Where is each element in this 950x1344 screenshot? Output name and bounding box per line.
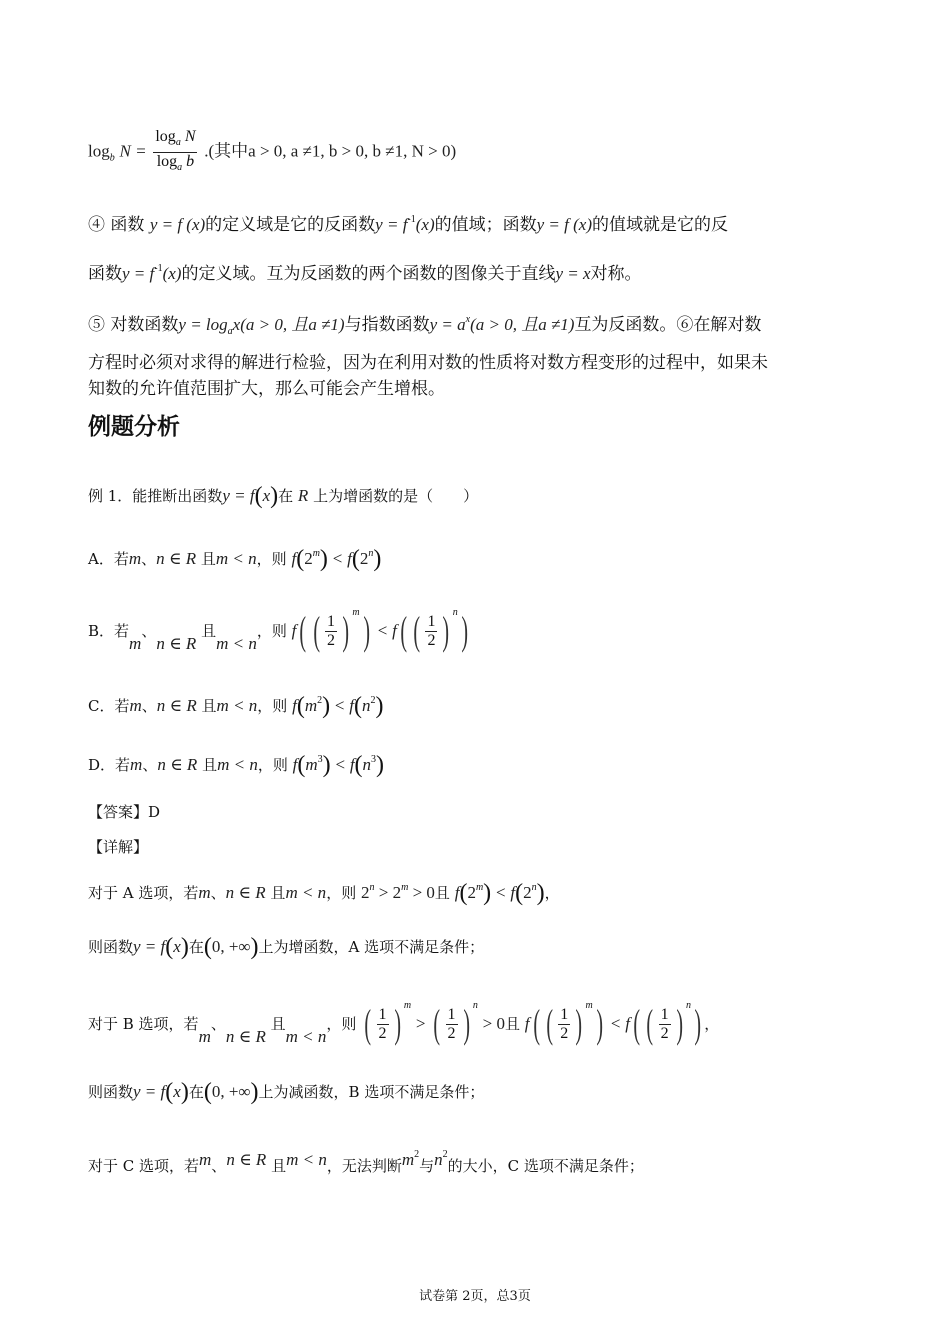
opt-b-num1: 1	[327, 612, 336, 630]
sa-base1: 2	[467, 883, 476, 902]
q-a: 例 1．能推断出函数	[88, 487, 223, 505]
p4-l2-inv-arg: (x)	[162, 264, 182, 283]
p4-l2-b: 的定义域。互为反函数的两个函数的图像关于直线	[181, 264, 556, 284]
sb2-interval: 0, +∞	[211, 1082, 251, 1101]
sb2-a: 则函数	[88, 1083, 134, 1101]
opt-c-exp1: 2	[317, 695, 323, 706]
sb-frac2	[446, 1006, 458, 1043]
opt-c-exp2: 2	[370, 695, 376, 706]
p4-text-c: 的值域；函数	[434, 215, 537, 235]
sa-and2: 且	[434, 884, 450, 902]
opt-b-f1: f	[291, 621, 297, 640]
sc-yu: 与	[419, 1157, 435, 1175]
p4-text-a: ④ 函数	[88, 215, 145, 235]
opt-a-then: ，则	[256, 550, 287, 568]
sa-and: 且	[270, 884, 286, 902]
sa2-interval: 0, +∞	[211, 937, 251, 956]
sa-lt: <	[495, 883, 506, 902]
sa-ineq-mid: > 2	[374, 883, 402, 902]
opt-b-then: ，则	[256, 622, 287, 640]
p4-l2-a: 函数	[88, 264, 122, 284]
sa-nR: n ∈ R	[225, 883, 266, 902]
option-a: A．若m、n ∈ R 且m < n，则 f(2$^m$) < f(2$^n$)	[88, 546, 382, 572]
opt-d-cond: m < n	[217, 755, 258, 774]
opt-a-exp1: m	[312, 548, 320, 559]
solution-a: 对于 A 选项，若m、n ∈ R 且m < n，则 $2^n > 2^m > 0$且 f(2$^m$) < f(2$^n$)，	[88, 880, 560, 906]
den-arg: b	[186, 153, 195, 170]
opt-c-m: m	[129, 696, 142, 715]
sb-den1: 2	[378, 1024, 387, 1042]
sb-den4: 2	[660, 1024, 669, 1042]
log-text: log	[88, 141, 110, 161]
opt-d-b: n	[362, 755, 372, 774]
sa-ineq-e1: n	[369, 882, 375, 893]
sb-e2: n	[472, 1000, 478, 1011]
sb-frac4	[659, 1006, 671, 1043]
sb-frac3	[558, 1006, 570, 1043]
sa-then: ，则	[326, 884, 357, 902]
sa-f2: f	[510, 883, 516, 902]
opt-c-a: m	[304, 696, 318, 715]
sc-cond: m < n	[286, 1150, 327, 1169]
sb-and2: 且	[505, 1015, 521, 1033]
opt-c-sep: 、	[141, 697, 157, 715]
sb-f2: f	[625, 1014, 630, 1033]
q-R: R	[297, 486, 309, 505]
sb-gt: >	[415, 1014, 426, 1033]
sb-frac1	[377, 1006, 389, 1043]
sb2-b: 上为减函数，B 选项不满足条件；	[258, 1083, 485, 1101]
den-sub: a	[177, 162, 183, 173]
opt-b-den1: 2	[327, 631, 336, 649]
opt-c-label: C．若	[88, 697, 130, 715]
p4-f1: y = f (x)	[149, 215, 206, 234]
opt-c-f1: f	[292, 696, 297, 715]
opt-d-label: D．若	[88, 756, 131, 774]
opt-b-num2: 1	[427, 612, 436, 630]
p4-l2-c: 对称。	[590, 264, 642, 284]
sa-e1: m	[475, 882, 484, 893]
sb-and: 且	[270, 1015, 286, 1033]
p5-b: 与指数函数	[344, 315, 430, 335]
opt-b-den2: 2	[427, 631, 436, 649]
option-d: D．若m、n ∈ R 且m < n，则 $f(m^3) < f(n^3)$	[88, 752, 385, 778]
sa-base2: 2	[523, 883, 532, 902]
page-footer: 试卷第 2页，总3页	[419, 1289, 531, 1304]
opt-c-nR: n ∈ R	[156, 696, 197, 715]
num-log: log	[155, 128, 176, 145]
opt-b-sep: 、	[141, 622, 157, 640]
sa-sep: 、	[210, 884, 226, 902]
opt-d-lt: <	[335, 755, 346, 774]
opt-c-b: n	[362, 696, 371, 715]
opt-a-label: A．若	[88, 550, 129, 568]
sb-num2: 1	[447, 1005, 456, 1023]
opt-a-exp2: n	[368, 548, 374, 559]
num-sub: a	[175, 137, 181, 148]
p4-f2: y = f (x)	[536, 215, 592, 234]
opt-d-then: ，则	[257, 756, 288, 774]
opt-d-sep: 、	[142, 756, 158, 774]
detail-label: 【详解】	[88, 838, 149, 856]
sa-f1: f	[454, 883, 460, 902]
opt-a-base2: 2	[359, 549, 369, 568]
sa-comma: ，	[544, 884, 560, 902]
opt-b-f2: f	[392, 621, 397, 640]
sb-then: ，则	[326, 1015, 357, 1033]
opt-d-nR: n ∈ R	[157, 755, 198, 774]
opt-a-base1: 2	[304, 549, 313, 568]
sc-m: m	[199, 1150, 212, 1169]
opt-c-lt: <	[334, 696, 345, 715]
opt-b-cond: m < n	[216, 634, 257, 653]
p4-inv-arg: (x)	[415, 215, 435, 234]
p5-line2: 方程时必须对求得的解进行检验，因为在利用对数的性质将对数方程变形的过程中，如果未	[88, 353, 768, 373]
sb-lt: <	[610, 1014, 621, 1033]
answer: 【答案】D	[88, 803, 161, 821]
sc-and: 且	[271, 1157, 287, 1175]
sa-ineq-e2: m	[401, 882, 409, 893]
opt-b-label: B．若	[88, 622, 130, 640]
opt-a-cond: m < n	[215, 549, 257, 568]
opt-b-frac2	[425, 613, 437, 650]
sc-n2e: 2	[442, 1149, 448, 1160]
sc-b: ，无法判断	[326, 1157, 402, 1175]
sc-c: 的大小，C 选项不满足条件；	[447, 1157, 644, 1175]
sa2-b: 上为增函数，A 选项不满足条件；	[258, 938, 485, 956]
sa-e2: n	[531, 882, 537, 893]
opt-d-exp2: 3	[371, 754, 377, 765]
sc-m2e: 2	[414, 1149, 420, 1160]
p4-l2-eq: y = x	[555, 264, 591, 283]
sa-ineq-base: 2	[360, 883, 370, 902]
sa2-a: 则函数	[88, 938, 134, 956]
sb-comma: ，	[704, 1015, 720, 1033]
example-question: 例 1．能推断出函数y = f(x)在 R 上为增函数的是（ ）	[88, 483, 479, 509]
p4-line1	[88, 207, 728, 238]
p4-inv-sup: -1	[407, 214, 416, 225]
opt-c-f2: f	[349, 696, 354, 715]
p5-log-arg: x(a > 0, 且a ≠1)	[232, 315, 345, 334]
sb-sep: 、	[210, 1015, 226, 1033]
sb2-fn: y = f	[133, 1082, 166, 1101]
lhs-arg: N =	[119, 141, 147, 161]
sa-ineq-end: > 0	[408, 883, 435, 902]
p4-line2	[88, 256, 642, 287]
section-heading: 例题分析	[88, 414, 180, 440]
p5-log-sub: a	[227, 326, 233, 337]
sb2-x: x	[173, 1082, 181, 1101]
solution-c	[88, 1144, 644, 1177]
p5-exp-sup: x	[465, 314, 471, 325]
q-c: 上为增函数的是（ ）	[313, 487, 479, 505]
sc-sep: 、	[211, 1157, 227, 1175]
opt-b-m: m	[129, 634, 142, 653]
p4-text-b: 的定义域是它的反函数	[205, 215, 376, 235]
sa-cond: m < n	[285, 883, 327, 902]
sb-f1: f	[524, 1014, 530, 1033]
sb-e3: m	[585, 1000, 593, 1011]
q-fn: y = f	[222, 486, 255, 505]
opt-a-and: 且	[200, 550, 216, 568]
p4-text-d: 的值域就是它的反	[592, 215, 728, 235]
opt-c-and: 且	[201, 697, 217, 715]
opt-b-frac1	[325, 613, 337, 650]
sa2-x: x	[173, 937, 181, 956]
p4-l2-inv: y = f	[122, 264, 155, 283]
opt-b-and: 且	[201, 622, 217, 640]
sb-a: 对于 B 选项，若	[88, 1015, 199, 1033]
sb-e1: m	[403, 1000, 412, 1011]
opt-b-exp1: m	[352, 607, 360, 618]
opt-b-exp2: n	[452, 607, 458, 618]
solution-b2: 则函数y = f(x)在(0, +∞)上为减函数，B 选项不满足条件；	[88, 1079, 485, 1105]
opt-a-f2: f	[347, 549, 352, 568]
opt-a-m: m	[128, 549, 142, 568]
sc-nR: n ∈ R	[226, 1150, 267, 1169]
q-x: x	[262, 486, 271, 505]
solution-b: 对于 B 选项，若m、n ∈ R 且m < n，则 ( $\frac{1}{2}$ ) $^m$ > ( $\frac{1}{2}$ ) $^n$ > 0且 f( ( $\frac{1}{2}$ ) $^m$) < f( ( $\frac{1}{2}$ ) $^n$) ，	[88, 1000, 720, 1046]
sb-den3: 2	[560, 1024, 569, 1042]
opt-c-then: ，则	[257, 697, 288, 715]
sb-den2: 2	[447, 1024, 456, 1042]
option-b: B．若m、n ∈ R 且m < n，则 f( ( $\frac{1}{2}$ ) $^m$) < f( ( $\frac{1}{2}$ ) $^n$)	[88, 607, 468, 653]
opt-a-sep: 、	[141, 550, 157, 568]
sb-num3: 1	[560, 1005, 569, 1023]
sb-m: m	[198, 1027, 211, 1046]
sb-gt0: > 0	[482, 1014, 505, 1033]
opt-a-nR: n ∈ R	[156, 549, 197, 568]
den-log: log	[156, 153, 178, 170]
opt-b-lt: <	[377, 621, 388, 640]
opt-d-a: m	[305, 755, 318, 774]
p5-exp: y = a	[429, 315, 466, 334]
p5-a: ⑤ 对数函数	[88, 315, 179, 335]
sa-m: m	[198, 883, 211, 902]
opt-c-cond: m < n	[216, 696, 258, 715]
sb-num4: 1	[660, 1005, 669, 1023]
p4-l2-inv-sup: -1	[154, 263, 163, 274]
opt-a-f1: f	[291, 549, 297, 568]
sb-e4: n	[685, 1000, 691, 1011]
sa-a: 对于 A 选项，若	[88, 884, 199, 902]
sa2-fn: y = f	[133, 937, 166, 956]
p5-log: y = log	[178, 315, 228, 334]
condition: .(其中a > 0, a ≠1, b > 0, b ≠1, N > 0)	[204, 141, 457, 161]
change-of-base-formula	[88, 128, 456, 174]
sb-num1: 1	[378, 1005, 387, 1023]
sb-nR: n ∈ R	[225, 1027, 266, 1046]
sb2-in: 在	[188, 1083, 204, 1101]
opt-d-m: m	[130, 755, 143, 774]
sc-a: 对于 C 选项，若	[88, 1157, 200, 1175]
p5-line1	[88, 307, 761, 345]
log-sub: b	[109, 152, 115, 164]
p4-inv: y = f	[375, 215, 408, 234]
opt-d-exp1: 3	[317, 754, 323, 765]
opt-d-f2: f	[349, 755, 355, 774]
option-c: C．若m、n ∈ R 且m < n，则 $f(m^2) < f(n^2)$	[88, 693, 384, 719]
sb-cond: m < n	[285, 1027, 327, 1046]
opt-a-lt: <	[332, 549, 343, 568]
p5-c: 互为反函数。⑥在解对数	[574, 315, 762, 335]
opt-d-and: 且	[202, 756, 218, 774]
opt-b-nR: n ∈ R	[156, 634, 197, 653]
num-arg: N	[184, 128, 196, 145]
q-b: 在	[278, 487, 294, 505]
sc-m2: m	[401, 1150, 415, 1169]
fraction	[153, 128, 197, 177]
sc-n2: n	[434, 1150, 443, 1169]
sa2-in: 在	[188, 938, 204, 956]
solution-a2: 则函数y = f(x)在(0, +∞)上为增函数，A 选项不满足条件；	[88, 934, 485, 960]
opt-d-f1: f	[292, 755, 298, 774]
p5-exp-arg: (a > 0, 且a ≠1)	[470, 315, 575, 334]
p5-line3: 知数的允许值范围扩大，那么可能会产生增根。	[88, 379, 445, 399]
